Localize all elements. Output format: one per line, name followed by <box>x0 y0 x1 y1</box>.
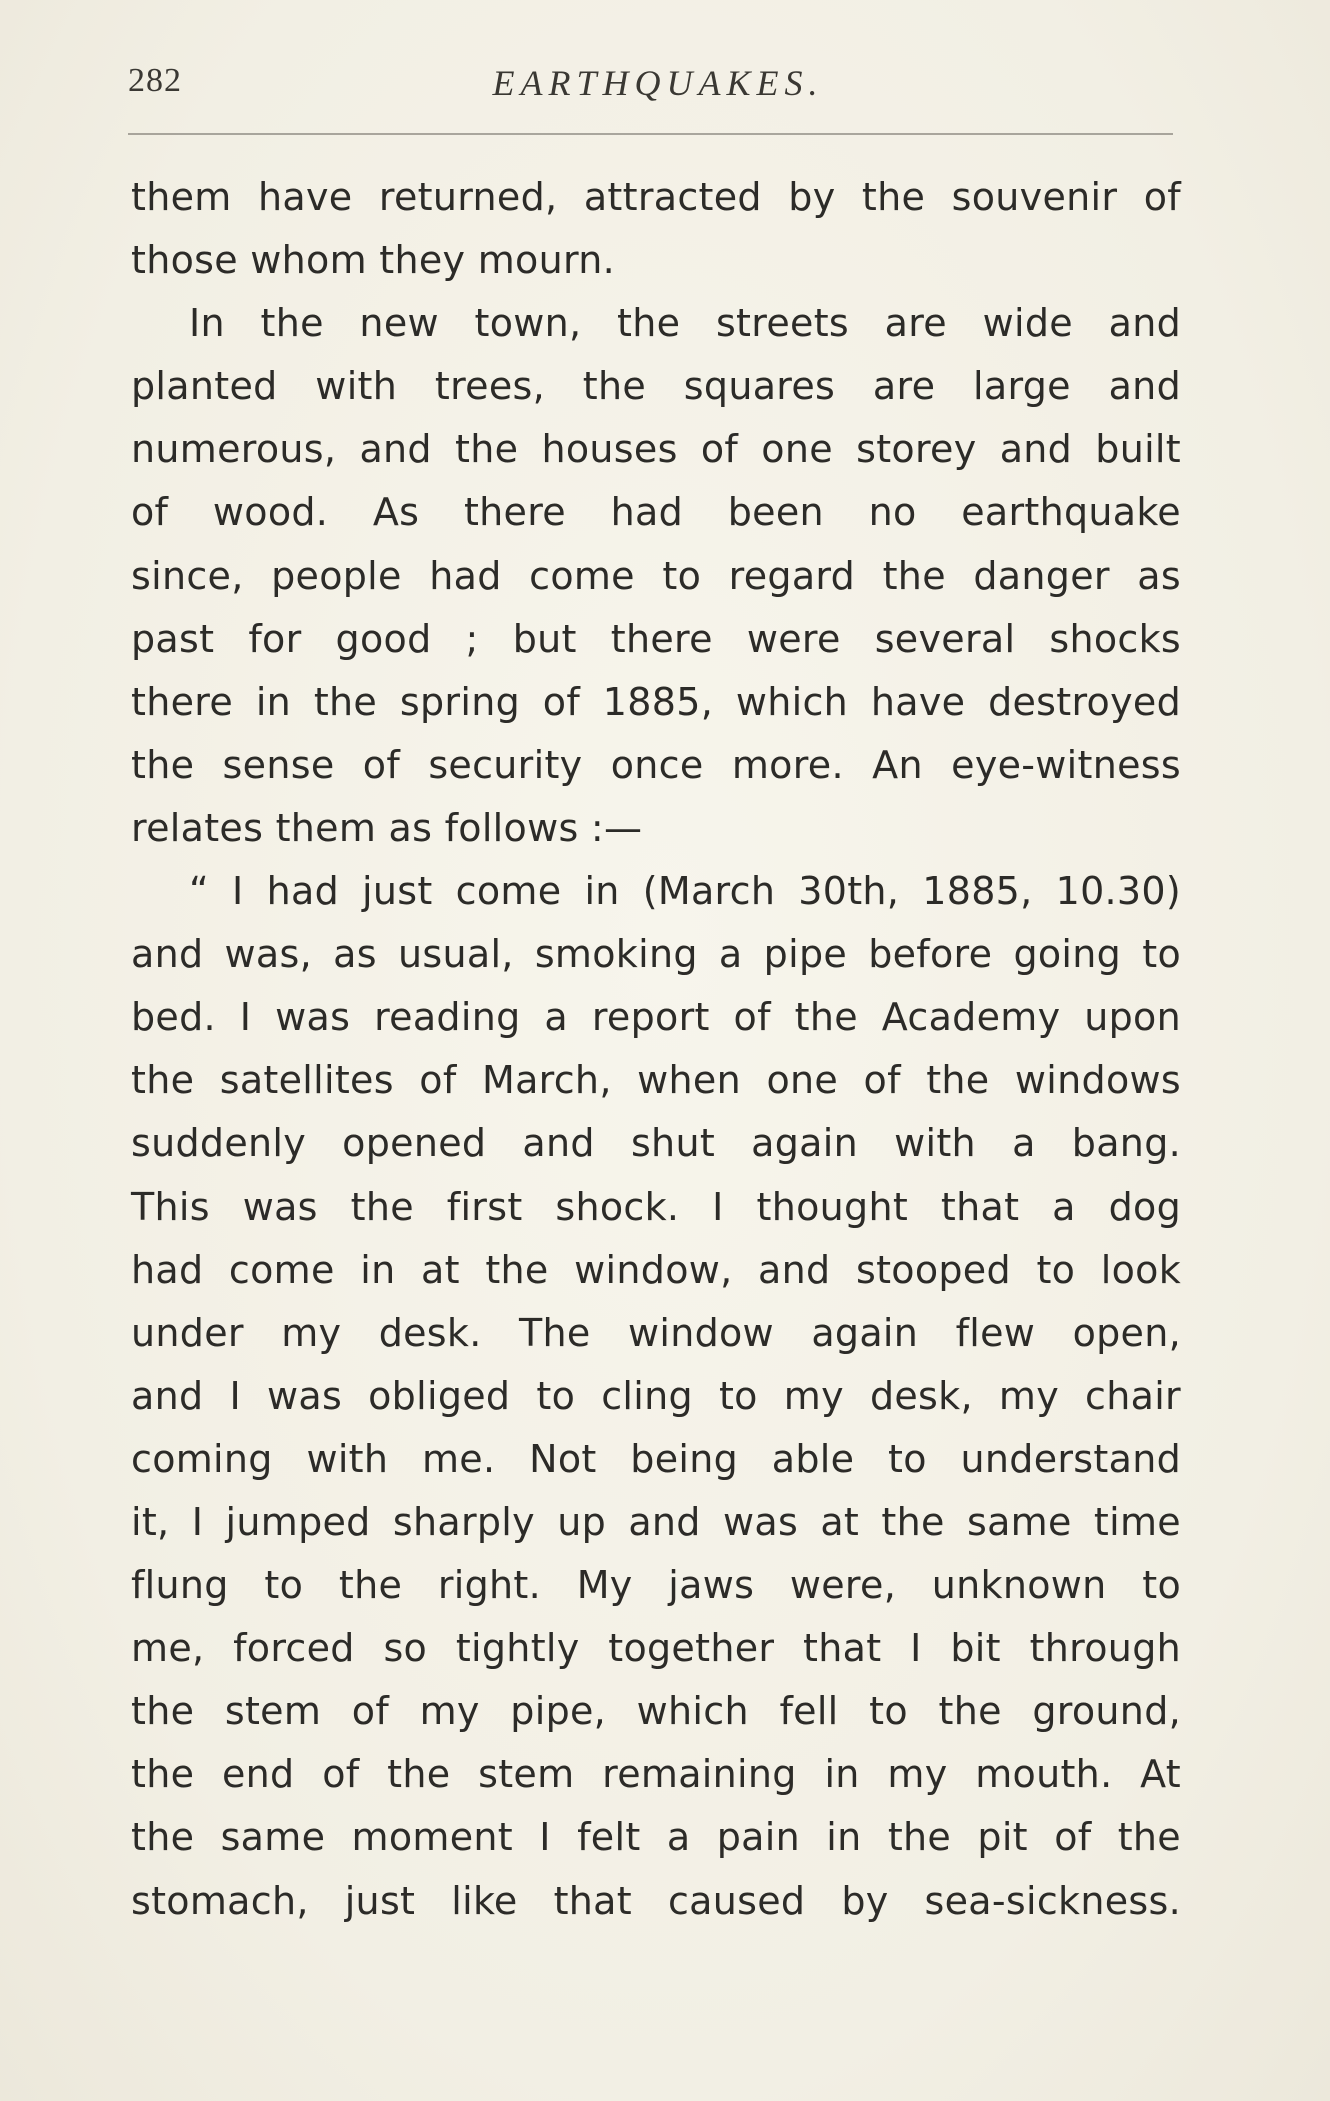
text-line: them have returned, attracted by the souvenir of <box>131 175 1181 219</box>
text-line: the sense of security once more. An eye-witness <box>131 742 1181 787</box>
text-line: past for good ; but there were several shocks <box>131 616 1181 661</box>
text-line: those whom they mourn. <box>131 238 615 283</box>
page-number: 282 <box>128 62 182 99</box>
paragraph-start-line: In the new town, the streets are wide and <box>189 301 1181 346</box>
body-text <box>131 166 1181 1933</box>
text-line: the end of the stem remaining in my mouth. At <box>131 1752 1181 1797</box>
text-line: and was, as usual, smoking a pipe before going to <box>131 932 1181 977</box>
text-line: This was the first shock. I thought that a dog <box>131 1184 1181 1229</box>
text-line: flung to the right. My jaws were, unknown to <box>131 1563 1181 1608</box>
text-line: since, people had come to regard the danger as <box>131 553 1181 598</box>
text-line: under my desk. The window again flew open, <box>131 1310 1181 1355</box>
text-line: relates them as follows :— <box>131 805 643 850</box>
text-line: numerous, and the houses of one storey and built <box>131 427 1181 472</box>
text-line: of wood. As there had been no earthquake <box>131 490 1181 535</box>
text-line: there in the spring of 1885, which have destroyed <box>131 679 1181 724</box>
page-header <box>128 62 1188 112</box>
header-rule <box>128 133 1173 135</box>
text-line: suddenly opened and shut again with a bang. <box>131 1121 1181 1166</box>
text-line: the stem of my pipe, which fell to the ground, <box>131 1689 1181 1734</box>
running-title: EARTHQUAKES. <box>492 63 824 103</box>
text-line: the satellites of March, when one of the windows <box>131 1058 1181 1103</box>
text-line: coming with me. Not being able to understand <box>131 1436 1181 1481</box>
text-line: had come in at the window, and stooped to look <box>131 1247 1181 1292</box>
text-line: and I was obliged to cling to my desk, my chair <box>131 1373 1181 1418</box>
text-line: planted with trees, the squares are large and <box>131 364 1181 409</box>
text-line: it, I jumped sharply up and was at the same time <box>131 1499 1181 1544</box>
text-line: the same moment I felt a pain in the pit of the <box>131 1815 1181 1860</box>
text-line: bed. I was reading a report of the Academy upon <box>131 995 1181 1040</box>
paragraph-start-line: “ I had just come in (March 30th, 1885, 10.30) <box>189 869 1181 914</box>
text-line: me, forced so tightly together that I bit through <box>131 1626 1181 1671</box>
text-line: stomach, just like that caused by sea-sickness. <box>131 1878 1181 1923</box>
